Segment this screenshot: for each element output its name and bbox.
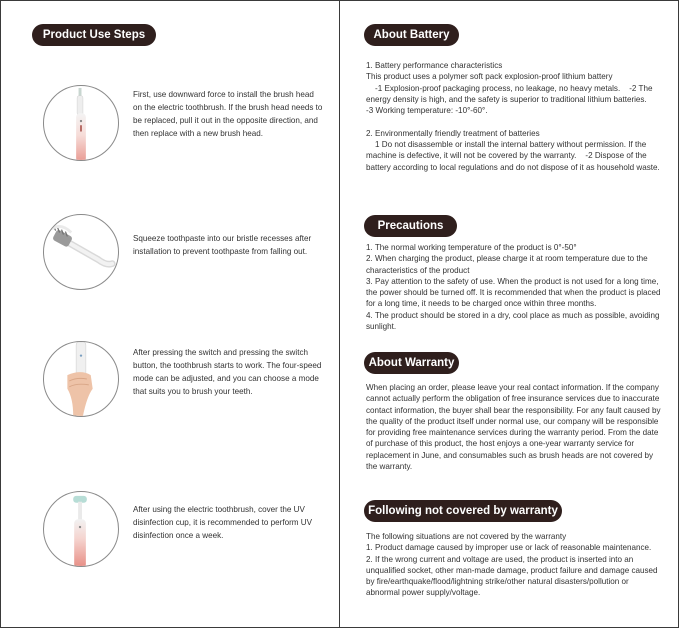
step-2-text: Squeeze toothpaste into our bristle recesses after installation to prevent toothpaste from falling out. bbox=[133, 234, 312, 256]
about-battery-text: 1. Battery performance characteristics This product uses a polymer soft pack explosion-proof lithium battery -1 Explosion-proof packaging process, no leakage, no heavy metals. -2 The energy density is high, and the safety is superior to traditional lithium batteries. -3 Working temperature: -10°-60°. 2. Environmentally friendly treatment of batteries 1 Do not disassemble or install the internal battery without permission. If the machine is defective, it will not be covered by the warranty. -2 Dispose of the battery according to local regulations and do not dispose of it as household waste. bbox=[366, 61, 660, 172]
product-use-steps-heading: Product Use Steps bbox=[32, 24, 156, 46]
step-3-image bbox=[43, 341, 119, 417]
toothbrush-install-icon bbox=[44, 86, 118, 160]
step-1-text: First, use downward force to install the brush head on the electric toothbrush. If the brush head needs to be replaced, pull it out in the opposite direction, and then replace with a new brush head. bbox=[133, 90, 323, 138]
column-divider bbox=[339, 0, 340, 628]
step-2-image bbox=[43, 214, 119, 290]
step-1-image bbox=[43, 85, 119, 161]
precautions-heading: Precautions bbox=[364, 215, 457, 237]
step-4-image bbox=[43, 491, 119, 567]
step-3-text: After pressing the switch and pressing the switch button, the toothbrush starts to work. The four-speed mode can be adjusted, and you can choose a mode that suits you to brush your teeth. bbox=[133, 348, 322, 396]
uv-cup-icon bbox=[44, 492, 118, 566]
not-covered-text: The following situations are not covered by the warranty 1. Product damage caused by improper use or lack of reasonable maintenance. 2. If the wrong current and voltage are used, the product is inserted into an unqualified socket, other man-made damage, product failure and damage caused by fire/earthquake/flood/lightning strike/other natural disasters/pollution or abnormal power supply/voltage. bbox=[366, 532, 658, 598]
precautions-text: 1. The normal working temperature of the product is 0°-50° 2. When charging the product, please charge it at room temperature due to the characteristics of the product 3. Pay attention to the safety of use. When the product is not used for a long time, the power should be turned off. It is recommended that when the product is placed for a long time, it needs to be charged once within three months. 4. The product should be stored in a dry, cool place as much as possible, avoiding sunlight. bbox=[366, 243, 661, 332]
step-4-text: After using the electric toothbrush, cover the UV disinfection cup, it is recommended to perform UV disinfection once a week. bbox=[133, 505, 313, 540]
about-warranty-heading: About Warranty bbox=[364, 352, 459, 374]
about-warranty-text: When placing an order, please leave your real contact information. If the company cannot actually perform the obligation of free insurance services due to inaccurate contact information, the buyer shall bear the responsibility. For any fault caused by the quality of the product itself under normal use, our company will be responsible for providing free maintenance services during the warranty period. From the date of purchase of this product, the host enjoys a one-year warranty service for replacement in June, and consumables such as brush heads are not covered by the warranty. bbox=[366, 383, 663, 472]
hand-holding-toothbrush-icon bbox=[44, 342, 118, 416]
not-covered-heading: Following not covered by warranty bbox=[364, 500, 562, 522]
toothpaste-brush-icon bbox=[44, 215, 118, 289]
about-battery-heading: About Battery bbox=[364, 24, 459, 46]
